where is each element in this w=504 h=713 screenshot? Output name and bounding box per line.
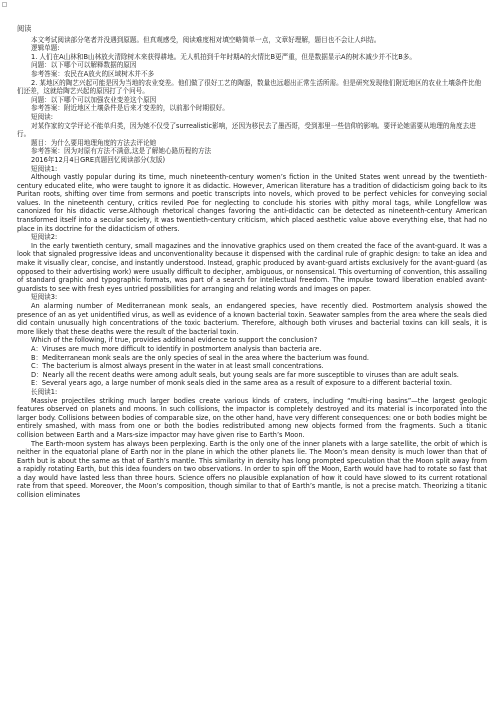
intro-line: 问题：以下哪个可以解释数据的原因: [31, 61, 137, 70]
intro-line: 2. 某地区的陶艺兴起可能是因为当地的农业变差。他们做了很好工艺的陶器，数量也远超出正常生活所需。但是研究发现他们附近地区的农业土壤条件比他们还差，这就给陶艺兴起的原因打了个问号。: [17, 78, 482, 96]
passage-heading: 短阅读1:: [31, 164, 58, 173]
intro-line: 问题：以下哪个可以加强农业变差这个原因: [31, 95, 157, 104]
passage-heading: 长阅读1:: [31, 387, 58, 396]
answer-option-a: A：Viruses are much more difficult to identify in postmortem analysis than bacteria are.: [31, 344, 322, 353]
answer-option-b: B：Mediterranean monk seals are the only species of seal in the area where the bacterium was found.: [31, 353, 370, 362]
passage-paragraph: In the early twentieth century, small magazines and the innovative graphics used on them created the face of the avant-guard. It was a look that signaled progressive ideas and unconventionality because it dispensed with the cardinal rule of graphic design: to take an idea and make it visually clear, concise, and instantly understood. Instead, graphic produced by avant-guard artists exclusively for the avant-guard (as opposed to their advertising work) were usually difficult to decipher, ambiguous, or nonsensical. This overturning of convention, this assailing of standard graphic and typographic formats, was part of a search for intellectual freedom. The impulse toward liberation enabled avant-guardists to see with fresh eyes untried possibilities for arranging and relating words and images on paper.: [17, 241, 487, 293]
passage-heading: 短阅读3:: [31, 293, 58, 302]
passage-paragraph: Although vastly popular during its time, much nineteenth-century women’s fiction in the United States went unread by the twentieth-century educated elite, who were taught to ignore it as didactic. However, American literature has a tradition of didacticism going back to its Puritan roots, shifting over time from sermons and poetic transcripts into novels, which proved to be perfect vehicles for conveying social values. In the nineteenth century, critics reviled Poe for neglecting to conclude his stories with pithy moral tags, while Longfellow was canonized for his didactic verse.Although rhetorical changes favoring the anti-didactic can be detected as nineteenth-century American transformed itself into a secular society, it was twentieth-century criticism, which placed aesthetic value above everything else, that had no place in its doctrine for the didacticism of others.: [17, 173, 487, 233]
question-stem: Which of the following, if true, provides additional evidence to support the conclusion?: [31, 336, 318, 345]
document-title: 阅读: [17, 24, 32, 33]
intro-line: 题目：为什么要用地理角度的方法去评论她: [31, 138, 157, 147]
intro-line: 逻辑单题:: [31, 44, 60, 53]
intro-line: 对某作家的文学评论不能单归类，因为她不仅受了surrealistic影响，还因为移民去了墨西哥，受到那里一些信仰的影响。要评论她需要从地理的角度去进行。: [17, 121, 476, 139]
intro-line: 参考答案：因为对原有方法不满意,这是了解她心路历程的方法: [31, 147, 212, 156]
intro-line: 2016年12月4日GRE真题回忆阅读部分(友版): [31, 155, 166, 164]
answer-option-e: E：Several years ago, a large number of monk seals died in the same area as a result of exposure to a different bacterial toxin.: [31, 379, 452, 388]
passage-heading: 短阅读2:: [31, 233, 58, 242]
answer-option-d: D：Nearly all the recent deaths were among adult seals, but young seals are far more susceptible to viruses than are adult seals.: [31, 370, 459, 379]
answer-option-c: C：The bacterium is almost always present in the water in at least small concentrations.: [31, 362, 324, 371]
passage-paragraph: The Earth-moon system has always been perplexing. Earth is the only one of the inner planets with a large satellite, the orbit of which is neither in the equatorial plane of Earth nor in the plane in which the other planets lie. The Moon’s mean density is much lower than that of Earth but is about the same as that of Earth’s mantle. This similarity in density has long prompted speculation that the Moon split away from a rapidly rotating Earth, but this idea founders on two observations. In order to spin off the Moon, Earth would have had to rotate so fast that a day would have lasted less than three hours. Science offers no plausible explanation of how it could have slowed to its current rotational rate from that speed. Moreover, the Moon’s composition, though similar to that of Earth’s mantle, is not a precise match. Theorizing a titanic collision eliminates: [17, 439, 487, 500]
intro-line: 1. 人们在A山林和B山林放火清除树木来获得耕地。无人机拍到千年时期A的火情比B更严重，但是数据显示A的树木减少并不比B多。: [31, 52, 416, 61]
passage-paragraph: An alarming number of Mediterranean monk seals, an endangered species, have recently died. Postmortem analysis showed the presence of an as yet unidentified virus, as well as evidence of a known bacterial toxin. Seawater samples from the area where the seals died did contain unusually high concentrations of the toxic bacterium. Therefore, although both viruses and bacterial toxins can kill seals, it is more likely that these deaths were the result of the bacterial toxin.: [17, 302, 487, 336]
intro-line: 短阅读:: [31, 112, 54, 121]
page-corner-mark: [2, 2, 7, 7]
intro-line: 参考答案：附近地区土壤条件是后来才变差的，以前那个时期很好。: [31, 104, 229, 113]
intro-line: 参考答案：农民在A放火的区域树木并不多: [31, 69, 155, 78]
intro-line: 本文考试阅读部分笔者并没遇到原题。但真观感受，阅读难度相对填空略简单一点，文章好理解，题目也不会让人纠结。: [31, 35, 381, 44]
passage-paragraph: Massive projectiles striking much larger bodies create various kinds of craters, including “multi-ring basins”—the largest geologic features observed on planets and moons. In such collisions, the impactor is completely destroyed and its material is incorporated into the larger body. Collisions between bodies of comparable size, on the other hand, have very different consequences: one or both bodies might be entirely smashed, with mass from one or both the bodies redistributed among new objects formed from the fragments. Such a titanic collision between Earth and a Mars-size impactor may have given rise to Earth’s Moon.: [17, 396, 487, 439]
